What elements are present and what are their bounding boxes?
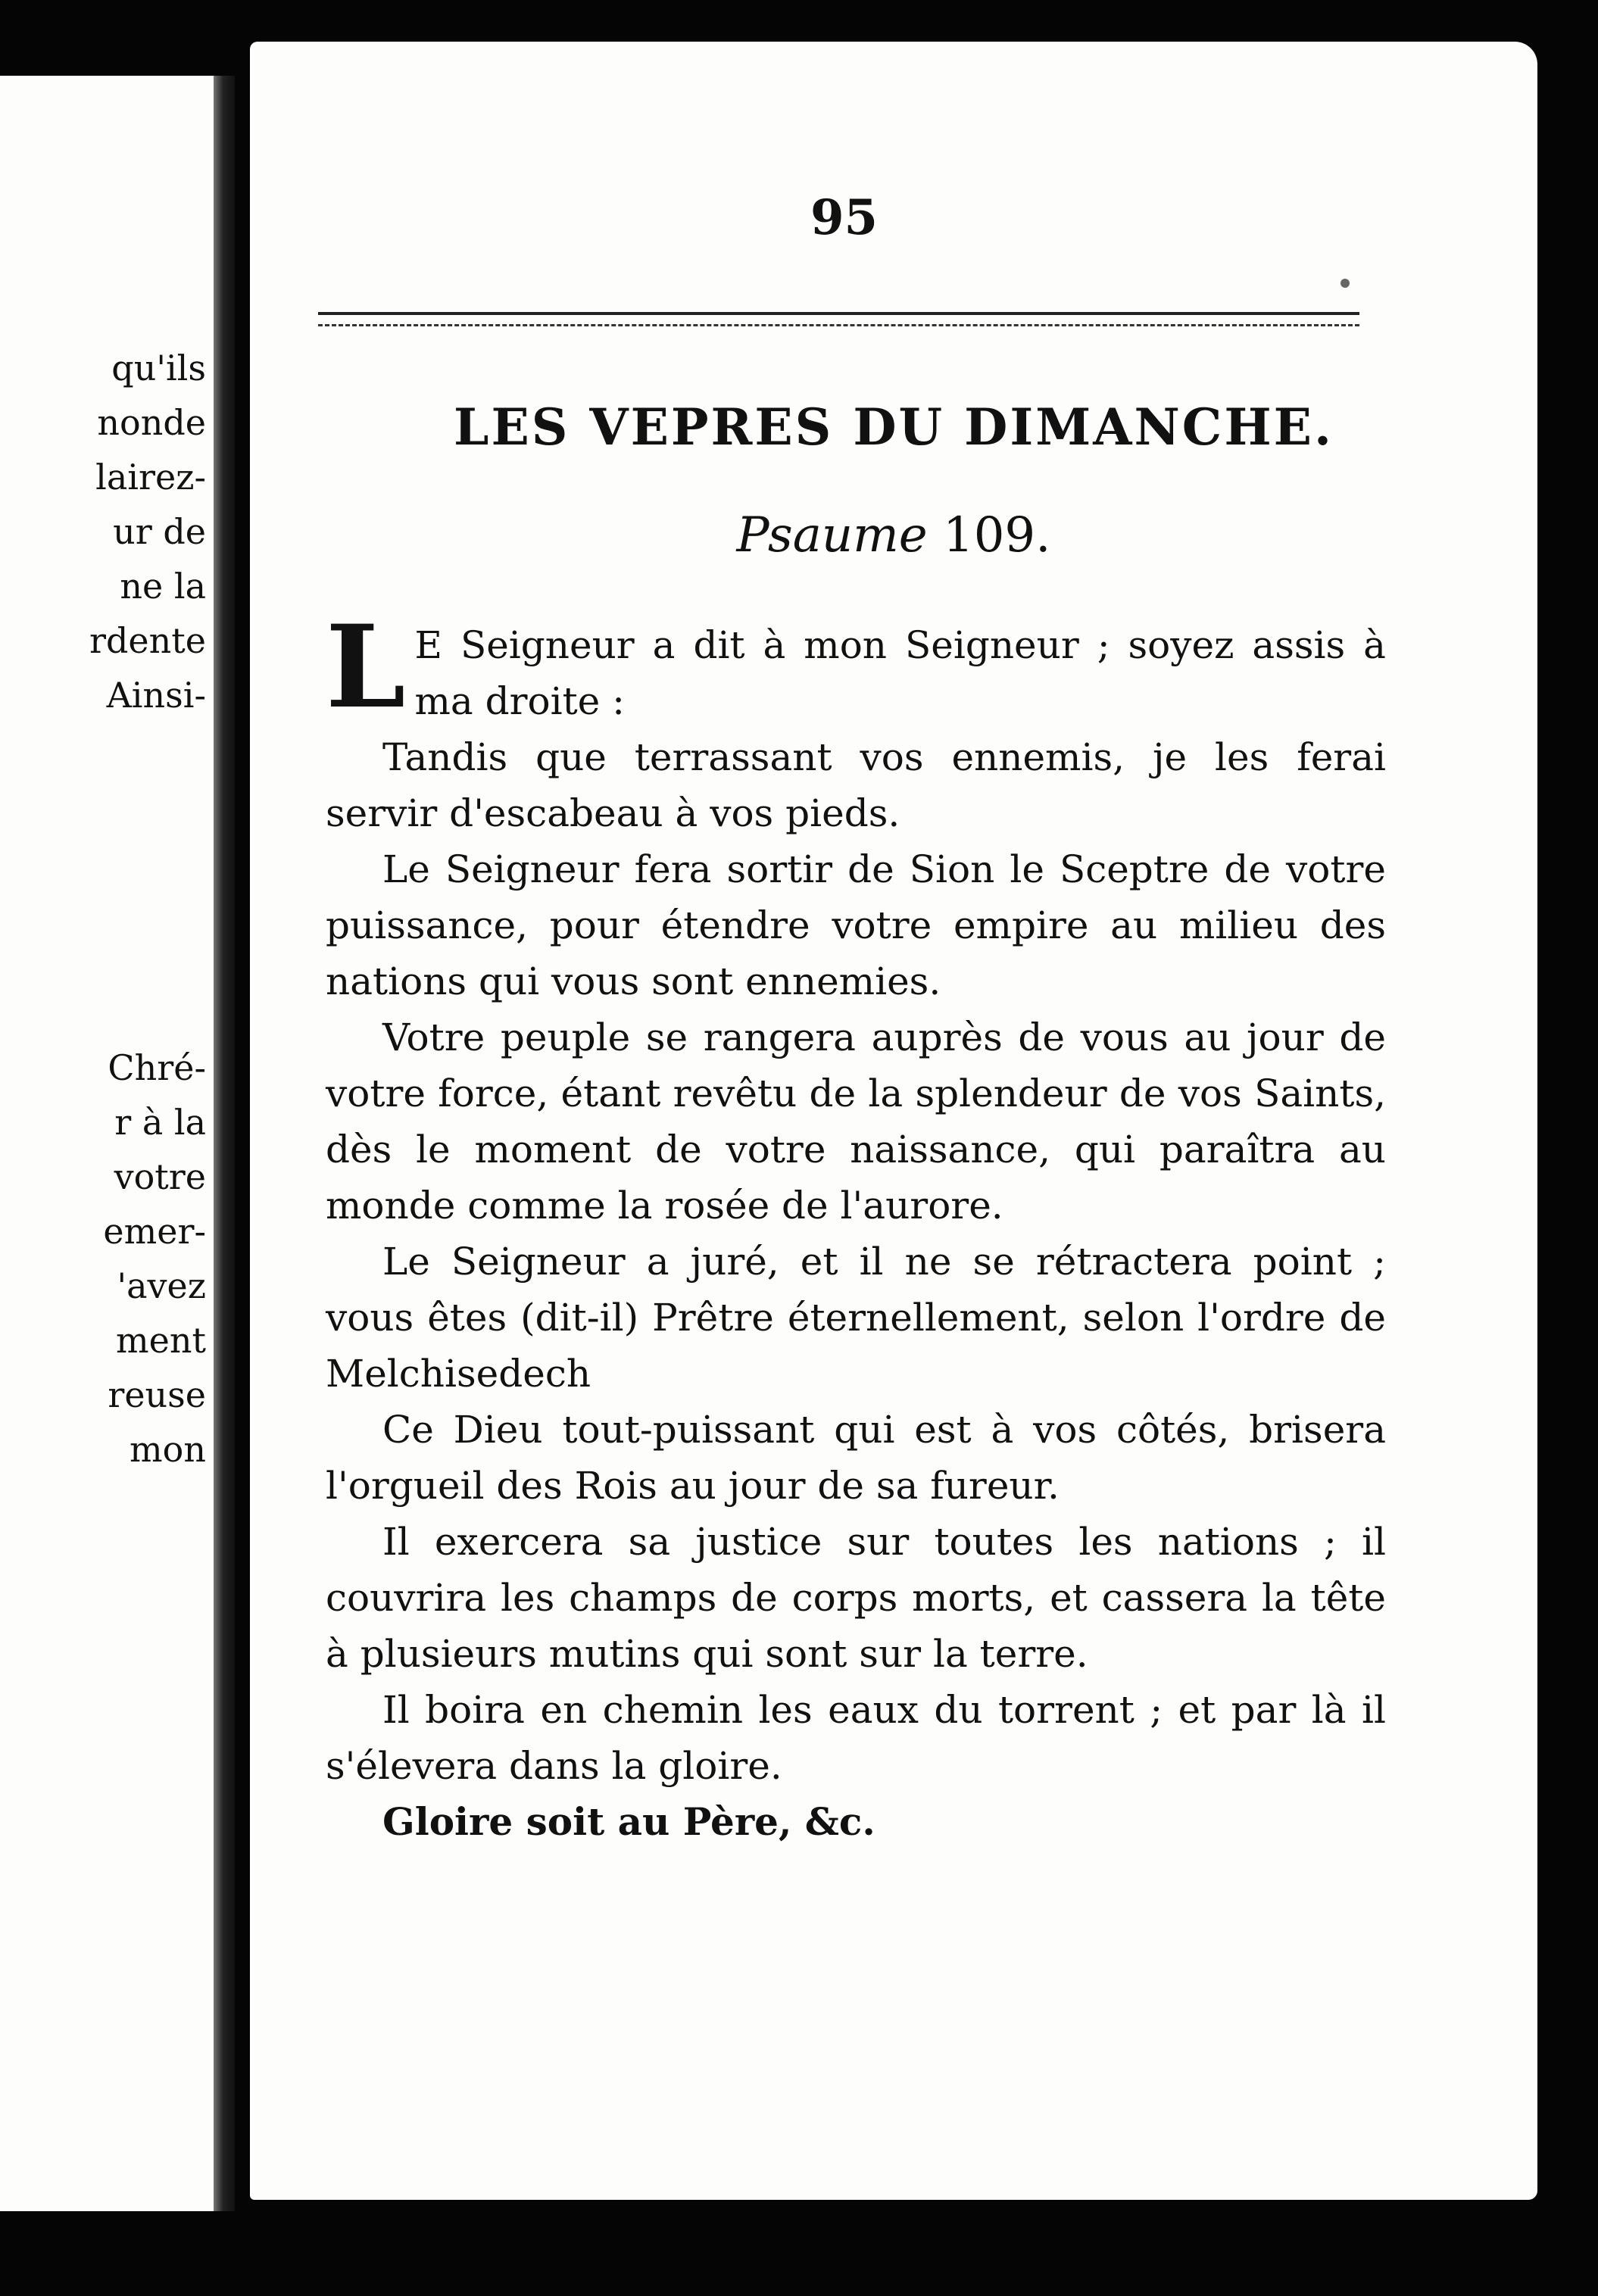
left-line: lairez- bbox=[95, 457, 206, 498]
page-heading: LES VEPRES DU DIMANCHE. bbox=[454, 398, 1334, 457]
left-line: ne la bbox=[120, 566, 206, 607]
drop-cap: L bbox=[326, 601, 406, 734]
left-line: nonde bbox=[97, 402, 206, 443]
left-line: 'avez bbox=[117, 1265, 206, 1306]
left-line: r à la bbox=[114, 1102, 206, 1143]
left-line: reuse bbox=[108, 1374, 206, 1415]
left-line: rdente bbox=[89, 620, 206, 661]
paragraph: Il exercera sa justice sur toutes les nations ; il couvrira les champs de corps morts, et cassera la tête à plusieurs mutins qui sont sur la terre. bbox=[326, 1520, 1386, 1676]
paragraph: Votre peuple se rangera auprès de vous au jour de votre force, étant revêtu de la splendeur de vos Saints, dès le moment de votre naissance, qui paraîtra au monde comme la rosée de l'aurore. bbox=[326, 1015, 1386, 1228]
left-line: Ainsi- bbox=[106, 675, 206, 716]
left-line: ment bbox=[116, 1320, 206, 1361]
page-number: 95 bbox=[810, 189, 879, 246]
left-line: emer- bbox=[103, 1211, 206, 1252]
paragraph-text: E Seigneur a dit à mon Seigneur ; soyez assis à ma droite : bbox=[414, 623, 1386, 723]
left-gap bbox=[89, 722, 206, 1040]
left-line: Chré- bbox=[108, 1047, 206, 1088]
psalm-text bbox=[326, 601, 1386, 1850]
paragraph: Tandis que terrassant vos ennemis, je les ferai servir d'escabeau à vos pieds. bbox=[326, 735, 1386, 835]
paragraph bbox=[326, 601, 1386, 734]
doxology: Gloire soit au Père, &c. bbox=[382, 1799, 875, 1844]
psalm-number: 109. bbox=[942, 507, 1051, 563]
left-line: ur de bbox=[113, 511, 206, 552]
left-line: votre bbox=[114, 1156, 206, 1197]
ink-dot bbox=[1341, 279, 1350, 288]
left-page-text bbox=[89, 341, 206, 1477]
left-line: qu'ils bbox=[111, 348, 206, 388]
left-page bbox=[0, 76, 220, 2211]
paragraph: Ce Dieu tout-puissant qui est à vos côtés, brisera l'orgueil des Rois au jour de sa fureur. bbox=[326, 1408, 1386, 1508]
paragraph: Le Seigneur a juré, et il ne se rétractera point ; vous êtes (dit-il) Prêtre éternellement, selon l'ordre de Melchisedech bbox=[326, 1240, 1386, 1396]
psalm-word: Psaume bbox=[736, 507, 928, 563]
psalm-title bbox=[250, 507, 1537, 563]
paragraph: Il boira en chemin les eaux du torrent ; et par là il s'élevera dans la gloire. bbox=[326, 1688, 1386, 1788]
book-gutter bbox=[214, 76, 235, 2211]
left-line: mon bbox=[130, 1429, 206, 1470]
header-rule bbox=[318, 312, 1359, 326]
paragraph: Le Seigneur fera sortir de Sion le Sceptre de votre puissance, pour étendre votre empire au milieu des nations qui vous sont ennemies. bbox=[326, 847, 1386, 1003]
